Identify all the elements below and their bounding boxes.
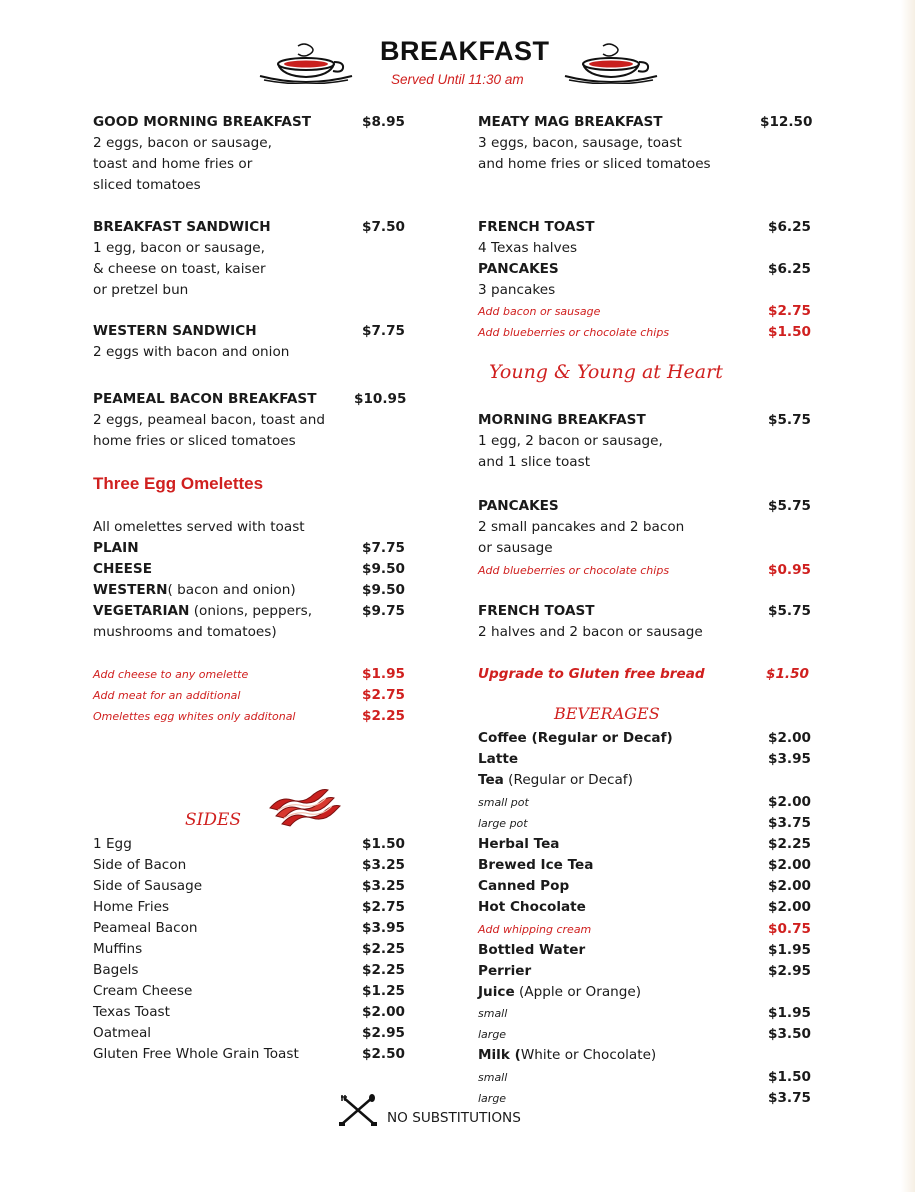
list-item: Coffee (Regular or Decaf) bbox=[478, 730, 673, 746]
addon-price: $0.95 bbox=[768, 562, 811, 578]
addon-price: $2.25 bbox=[362, 708, 405, 724]
item-price: $5.75 bbox=[768, 412, 811, 428]
addon-price: $1.50 bbox=[768, 324, 811, 340]
item-price: $7.75 bbox=[362, 540, 405, 556]
item-name: GOOD MORNING BREAKFAST bbox=[93, 114, 312, 130]
page-title: BREAKFAST bbox=[380, 36, 550, 66]
list-item: Home Fries bbox=[93, 899, 170, 915]
item-price: $3.25 bbox=[362, 878, 405, 894]
item-price: $2.00 bbox=[768, 878, 811, 894]
list-item bbox=[93, 601, 312, 622]
item-price: $6.25 bbox=[768, 261, 811, 277]
item-name: Tea bbox=[478, 772, 504, 788]
item-price: $3.95 bbox=[768, 751, 811, 767]
list-item: Muffins bbox=[93, 941, 143, 957]
item-price: $1.95 bbox=[768, 1005, 811, 1021]
item-extra: (Regular or Decaf) bbox=[503, 772, 633, 788]
item-name: CHEESE bbox=[93, 561, 153, 577]
size-label: large pot bbox=[478, 817, 528, 830]
item-name: Juice bbox=[478, 984, 515, 1000]
item-name: FRENCH TOAST bbox=[478, 219, 595, 235]
size-label: small pot bbox=[478, 796, 529, 809]
no-substitutions-notice: NO SUBSTITUTIONS bbox=[387, 1110, 521, 1126]
item-price: $3.75 bbox=[768, 815, 811, 831]
list-item: Peameal Bacon bbox=[93, 920, 198, 936]
item-price: $2.00 bbox=[768, 899, 811, 915]
size-label: large bbox=[478, 1092, 507, 1105]
crossed-utensils-icon bbox=[338, 1094, 378, 1128]
item-extra: White or Chocolate) bbox=[520, 1047, 657, 1063]
item-price: $12.50 bbox=[760, 114, 813, 130]
list-item: Brewed Ice Tea bbox=[478, 857, 594, 873]
size-label: large bbox=[478, 1028, 507, 1041]
addon-price: $0.75 bbox=[768, 921, 811, 937]
item-desc: 2 eggs, peameal bacon, toast and bbox=[93, 412, 325, 428]
addon-price: $1.95 bbox=[362, 666, 405, 682]
item-price: $3.95 bbox=[362, 920, 405, 936]
addon-label: Omelettes egg whites only additonal bbox=[93, 710, 296, 723]
list-item: 1 Egg bbox=[93, 836, 132, 852]
bacon-icon bbox=[266, 786, 346, 830]
list-item: Bottled Water bbox=[478, 942, 586, 958]
list-item: Canned Pop bbox=[478, 878, 570, 894]
upgrade-price: $1.50 bbox=[766, 666, 809, 682]
item-name: MORNING BREAKFAST bbox=[478, 412, 646, 428]
item-price: $5.75 bbox=[768, 603, 811, 619]
item-desc: 1 egg, 2 bacon or sausage, bbox=[478, 433, 663, 449]
item-desc: and home fries or sliced tomatoes bbox=[478, 156, 711, 172]
item-name: WESTERN SANDWICH bbox=[93, 323, 257, 339]
item-price: $2.95 bbox=[362, 1025, 405, 1041]
item-extra: (Apple or Orange) bbox=[514, 984, 642, 1000]
item-price: $2.50 bbox=[362, 1046, 405, 1062]
addon-label: Add meat for an additional bbox=[93, 689, 241, 702]
item-desc: 2 eggs, bacon or sausage, bbox=[93, 135, 272, 151]
item-desc: and 1 slice toast bbox=[478, 454, 591, 470]
item-name: PANCAKES bbox=[478, 261, 559, 277]
size-label: small bbox=[478, 1007, 508, 1020]
addon-label: Add blueberries or chocolate chips bbox=[478, 326, 670, 339]
list-item: Latte bbox=[478, 751, 519, 767]
section-intro: All omelettes served with toast bbox=[93, 519, 305, 535]
item-price: $10.95 bbox=[354, 391, 407, 407]
item-name: PLAIN bbox=[93, 540, 139, 556]
item-price: $9.50 bbox=[362, 561, 405, 577]
item-price: $2.25 bbox=[362, 962, 405, 978]
addon-price: $2.75 bbox=[362, 687, 405, 703]
item-desc: 4 Texas halves bbox=[478, 240, 578, 256]
item-price: $6.25 bbox=[768, 219, 811, 235]
item-price: $8.95 bbox=[362, 114, 405, 130]
list-item: Side of Sausage bbox=[93, 878, 203, 894]
coffee-cup-icon bbox=[258, 42, 354, 84]
coffee-cup-icon bbox=[563, 42, 659, 84]
addon-price: $2.75 bbox=[768, 303, 811, 319]
item-extra: ( bacon and onion) bbox=[167, 582, 296, 598]
item-price: $9.50 bbox=[362, 582, 405, 598]
upgrade-label: Upgrade to Gluten free bread bbox=[478, 666, 705, 682]
item-name: PEAMEAL BACON BREAKFAST bbox=[93, 391, 317, 407]
item-desc: toast and home fries or bbox=[93, 156, 253, 172]
item-desc: 2 small pancakes and 2 bacon bbox=[478, 519, 685, 535]
item-price: $1.50 bbox=[768, 1069, 811, 1085]
item-price: $2.25 bbox=[362, 941, 405, 957]
item-name: MEATY MAG BREAKFAST bbox=[478, 114, 663, 130]
item-price: $9.75 bbox=[362, 603, 405, 619]
item-desc: or pretzel bun bbox=[93, 282, 189, 298]
addon-label: Add whipping cream bbox=[478, 923, 592, 936]
list-item bbox=[478, 982, 641, 1003]
item-name: VEGETARIAN bbox=[93, 603, 190, 619]
item-price: $2.25 bbox=[768, 836, 811, 852]
item-price: $5.75 bbox=[768, 498, 811, 514]
list-item: Side of Bacon bbox=[93, 857, 187, 873]
item-name: PANCAKES bbox=[478, 498, 559, 514]
list-item bbox=[478, 770, 633, 791]
section-heading-sides: SIDES bbox=[185, 810, 242, 830]
item-price: $2.95 bbox=[768, 963, 811, 979]
page-subtitle: Served Until 11:30 am bbox=[391, 72, 524, 87]
list-item bbox=[93, 580, 296, 601]
list-item: Perrier bbox=[478, 963, 532, 979]
list-item: Texas Toast bbox=[93, 1004, 170, 1020]
item-price: $1.25 bbox=[362, 983, 405, 999]
item-desc: mushrooms and tomatoes) bbox=[93, 624, 277, 640]
item-price: $1.95 bbox=[768, 942, 811, 958]
addon-label: Add blueberries or chocolate chips bbox=[478, 564, 670, 577]
item-price: $3.75 bbox=[768, 1090, 811, 1106]
item-desc: 3 pancakes bbox=[478, 282, 556, 298]
item-extra: (onions, peppers, bbox=[189, 603, 313, 619]
item-price: $3.25 bbox=[362, 857, 405, 873]
section-heading-young: Young & Young at Heart bbox=[489, 361, 723, 383]
item-price: $3.50 bbox=[768, 1026, 811, 1042]
item-name: BREAKFAST SANDWICH bbox=[93, 219, 271, 235]
item-desc: 3 eggs, bacon, sausage, toast bbox=[478, 135, 682, 151]
list-item: Herbal Tea bbox=[478, 836, 560, 852]
list-item: Cream Cheese bbox=[93, 983, 193, 999]
addon-label: Add bacon or sausage bbox=[478, 305, 601, 318]
item-price: $2.00 bbox=[768, 730, 811, 746]
item-desc: 1 egg, bacon or sausage, bbox=[93, 240, 265, 256]
section-heading-beverages: BEVERAGES bbox=[554, 704, 660, 723]
item-name: FRENCH TOAST bbox=[478, 603, 595, 619]
list-item: Gluten Free Whole Grain Toast bbox=[93, 1046, 299, 1062]
item-desc: sliced tomatoes bbox=[93, 177, 201, 193]
item-desc: or sausage bbox=[478, 540, 553, 556]
list-item: Bagels bbox=[93, 962, 139, 978]
section-heading-omelettes: Three Egg Omelettes bbox=[93, 474, 264, 493]
item-price: $7.50 bbox=[362, 219, 405, 235]
item-name: Milk ( bbox=[478, 1047, 521, 1063]
item-price: $2.00 bbox=[768, 794, 811, 810]
list-item: Hot Chocolate bbox=[478, 899, 586, 915]
item-desc: 2 eggs with bacon and onion bbox=[93, 344, 290, 360]
addon-label: Add cheese to any omelette bbox=[93, 668, 249, 681]
item-price: $2.00 bbox=[362, 1004, 405, 1020]
item-desc: 2 halves and 2 bacon or sausage bbox=[478, 624, 703, 640]
item-price: $2.00 bbox=[768, 857, 811, 873]
item-name: WESTERN bbox=[93, 582, 168, 598]
item-desc: & cheese on toast, kaiser bbox=[93, 261, 266, 277]
item-price: $2.75 bbox=[362, 899, 405, 915]
list-item bbox=[478, 1045, 656, 1066]
item-price: $7.75 bbox=[362, 323, 405, 339]
item-price: $1.50 bbox=[362, 836, 405, 852]
page-edge bbox=[901, 0, 915, 1192]
size-label: small bbox=[478, 1071, 508, 1084]
list-item: Oatmeal bbox=[93, 1025, 152, 1041]
item-desc: home fries or sliced tomatoes bbox=[93, 433, 296, 449]
